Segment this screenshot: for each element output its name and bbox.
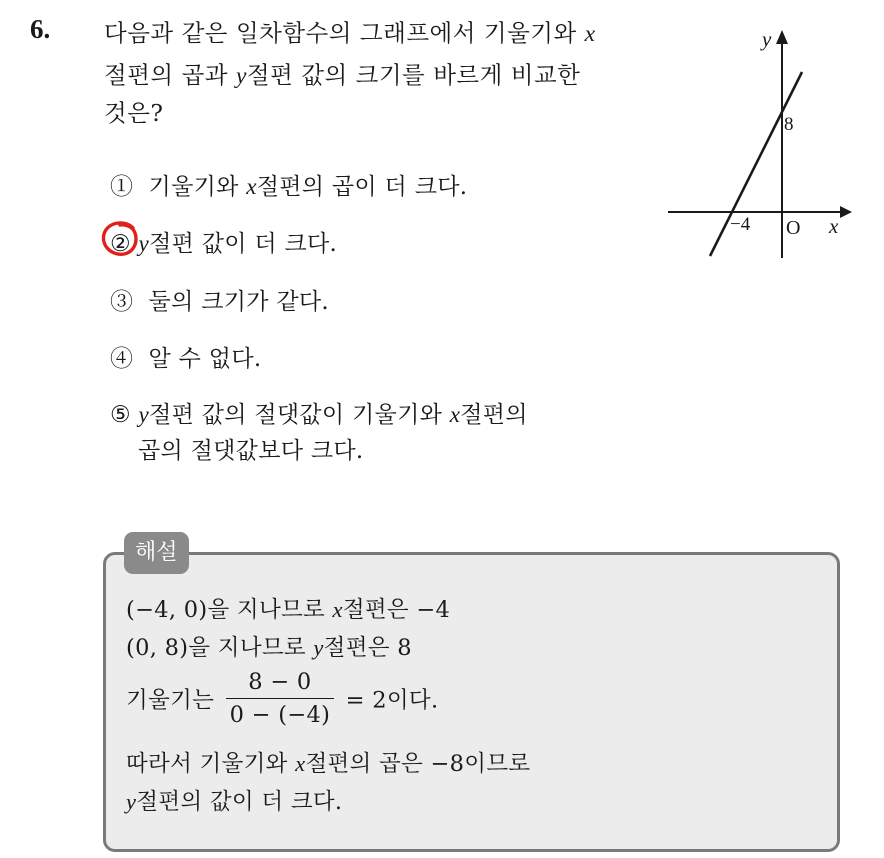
question-line-3: 것은? — [104, 99, 164, 127]
choice-3[interactable]: ③ 둘의 크기가 같다. — [110, 289, 330, 315]
y-axis-arrow — [776, 30, 788, 44]
choice-5[interactable]: ⑤ y절편 값의 절댓값이 기울기와 x절편의 — [110, 402, 528, 428]
x-axis-arrow — [840, 206, 852, 218]
choice-1[interactable]: ① 기울기와 x절편의 곱이 더 크다. — [110, 174, 468, 200]
choice-5-line-2: 곱의 절댓값보다 크다. — [138, 438, 364, 464]
solution-line-5: y절편의 값이 더 크다. — [126, 789, 343, 815]
question-line-2: 절편의 곱과 y절편 값의 크기를 바르게 비교한 — [104, 61, 581, 89]
solution-badge: 해설 — [124, 532, 189, 574]
solution-line-4: 따라서 기울기와 x절편의 곱은 −8이므로 — [126, 751, 531, 777]
question-line-1: 다음과 같은 일차함수의 그래프에서 기울기와 x — [104, 19, 596, 47]
question-number: 6. — [30, 14, 51, 44]
choice-2[interactable]: ② y절편 값이 더 크다. — [110, 231, 338, 257]
linear-function-graph — [666, 22, 862, 266]
y-axis-label: y — [762, 27, 772, 51]
solution-line-1: (−4, 0)을 지나므로 x절편은 −4 — [126, 597, 451, 623]
x-axis-label: x — [829, 214, 839, 238]
solution-line-2: (0, 8)을 지나므로 y절편은 8 — [126, 635, 412, 661]
choice-4[interactable]: ④ 알 수 없다. — [110, 346, 262, 372]
x-intercept-label: −4 — [730, 214, 751, 235]
answer-circle-mark — [100, 218, 140, 258]
y-intercept-label: 8 — [784, 114, 794, 135]
slope-fraction: $\frac{8 - 0}{0 - (-4)}$ — [226, 666, 335, 731]
solution-line-3: 기울기는 $\frac{8 - 0}{0 - (-4)}$ = 2이다. — [126, 666, 438, 731]
origin-label: O — [786, 217, 801, 239]
